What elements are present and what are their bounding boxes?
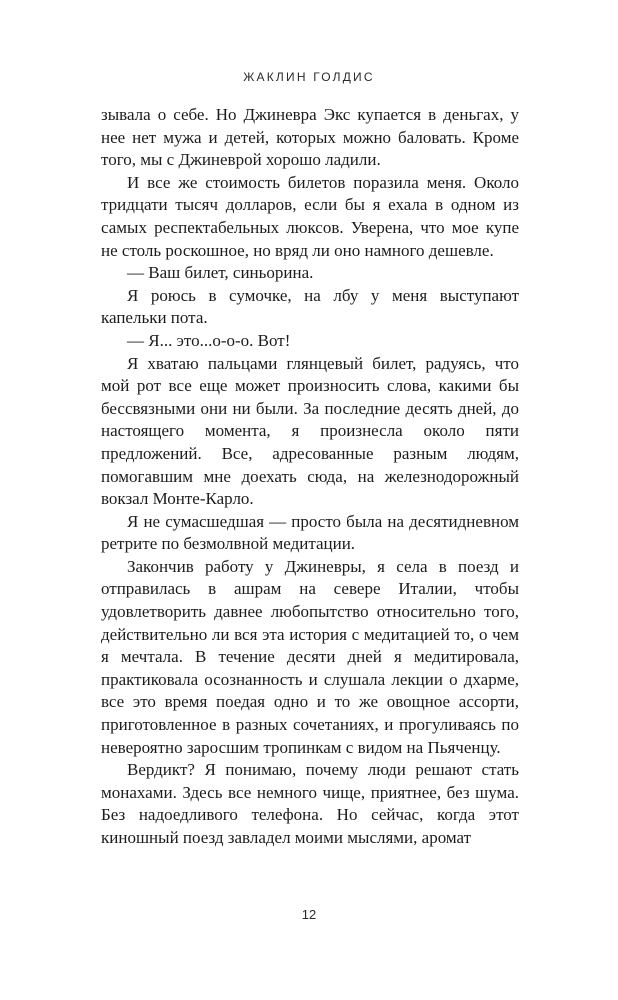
paragraph: Вердикт? Я понимаю, почему люди решают стать монахами. Здесь все немного чище, приятнее, без шума. Без надоедливого телефона. Но сейчас, когда этот киношный поезд завладел моими мыслями, аромат xyxy=(101,760,519,847)
paragraph: зывала о себе. Но Джиневра Экс купается в деньгах, у нее нет мужа и детей, которых можно баловать. Кроме того, мы с Джиневрой хорошо ладили. xyxy=(101,105,519,170)
paragraph: Я хватаю пальцами глянцевый билет, радуясь, что мой рот все еще может произносить слова, какими бы бессвязными они ни были. За последние десять дней, до настоящего момента, я произнесла около пяти предложений. Все, адресованные разным людям, помогавшим мне доехать сюда, на железнодорожный вокзал Монте-Карло. xyxy=(101,353,519,509)
paragraph: Закончив работу у Джиневры, я села в поезд и отправилась в ашрам на севере Италии, чтобы удовлетворить давнее любопытство относительно того, действительно ли вся эта история с медитацией то, о чем я мечтала. В течение десяти дней я медитировала, практиковала осознанность и слушала лекции о дхарме, все это время поедая одно и то же овощное ассорти, приготовленное в разных сочетаниях, и прогуливаясь по невероятно заросшим тропинкам с видом на Пьяченцу. xyxy=(101,556,519,757)
page-number: 12 xyxy=(301,907,317,922)
paragraph: — Ваш билет, синьорина. xyxy=(127,263,314,283)
paragraph: Я роюсь в сумочке, на лбу у меня выступают капельки пота. xyxy=(101,285,519,328)
paragraph: И все же стоимость билетов поразила меня. Около тридцати тысяч долларов, если бы я ехала в одном из самых респектабельных люксов. Уверена, что мое купе не столь роскошное, но вряд ли оно намного дешевле. xyxy=(101,172,519,260)
paragraph: Я не сумасшедшая — просто была на десятидневном ретрите по безмолвной медитации. xyxy=(101,511,519,554)
running-head: ЖАКЛИН ГОЛДИС xyxy=(243,70,375,84)
paragraph: — Я... это...о-о-о. Вот! xyxy=(127,330,291,350)
body-text xyxy=(101,104,519,850)
